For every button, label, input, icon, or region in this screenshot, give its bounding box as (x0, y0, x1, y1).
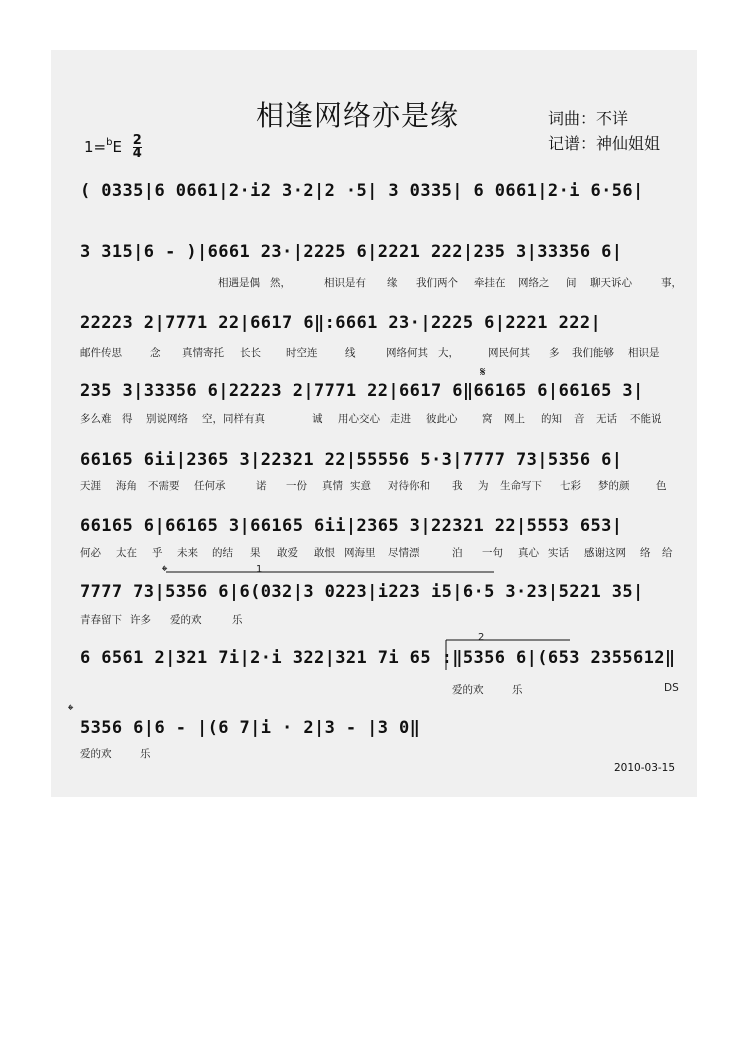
music-line-2: 3 315|6 - )|6661 23·|2225 6|2221 222|235 3|33356 6| (80, 242, 623, 262)
lyric: 诚 (312, 413, 323, 425)
lyric: 生命写下 (500, 480, 542, 492)
lyric: 彼此心 (426, 413, 458, 425)
coda-sign: 𝄌 (162, 562, 168, 580)
lyric: 何必 (80, 547, 101, 559)
lyric: 任何承 (194, 480, 226, 492)
lyric: 敢恨 (314, 547, 335, 559)
lyric: 大， (438, 347, 459, 359)
music-line-6: 66165 6|66165 3|66165 6ii|2365 3|22321 22|5553 653| (80, 516, 623, 536)
lyric: 果 (250, 547, 261, 559)
lyric: 我们能够 (572, 347, 614, 359)
lyric: 诺 (256, 480, 267, 492)
lyric: 聊天诉心 (590, 277, 632, 289)
lyric: 网络何其 (386, 347, 428, 359)
lyric: 相识是有 (324, 277, 366, 289)
music-line-4: 235 3|33356 6|22223 2|7771 22|6617 6‖66165 6|66165 3| (80, 381, 644, 401)
lyric: 多么难 (80, 413, 112, 425)
lyric: 乐 (140, 748, 151, 760)
lyric: 乐 (512, 684, 523, 696)
lyric: 我 (452, 480, 463, 492)
lyric: 一份 (286, 480, 307, 492)
lyric: 不能说 (630, 413, 662, 425)
lyric: 网络之 (518, 277, 550, 289)
lyric: 爱的欢 (452, 684, 484, 696)
lyric: 邮件传思 (80, 347, 122, 359)
lyric: 得 (122, 413, 133, 425)
lyric: 七彩 (560, 480, 581, 492)
lyric: 相识是 (628, 347, 660, 359)
lyric: 色 (656, 480, 667, 492)
lyric: 无话 (596, 413, 617, 425)
lyric: 实意 (350, 480, 371, 492)
transcription-date: 2010-03-15 (614, 762, 676, 774)
lyric: 我们两个 (416, 277, 458, 289)
lyric: 间 (566, 277, 577, 289)
lyric: 音 (574, 413, 585, 425)
lyric: 真心 (518, 547, 539, 559)
song-title: 相逢网络亦是缘 (256, 99, 460, 132)
lyric: 泊 (452, 547, 463, 559)
lyric: 乎 (152, 547, 163, 559)
lyric: 许多 (130, 614, 151, 626)
lyric: 线 (345, 347, 356, 359)
volta-1-label: 1 (256, 564, 263, 575)
lyric: 用心交心 (338, 413, 380, 425)
key-signature: $1=^bE \frac{2}{4}$ (84, 133, 142, 161)
lyric: 网海里 (344, 547, 376, 559)
lyric: 一句 (482, 547, 503, 559)
lyric: 对待你和 (388, 480, 430, 492)
music-line-8: 6 6561 2|321 7i|2·i 322|321 7i 65 :‖5356 6|(653 2355612‖ (80, 648, 676, 668)
lyric: 太在 (116, 547, 137, 559)
time-signature: $\frac{2}{4}$ (132, 133, 142, 161)
ds-marking: DS (664, 682, 679, 694)
lyric: 爱的欢 (80, 748, 112, 760)
lyric: 真情寄托 (182, 347, 224, 359)
lyric: 网民何其 (488, 347, 530, 359)
lyric: 别说网络 (146, 413, 188, 425)
lyric: 真情 (322, 480, 343, 492)
lyric: 海角 (116, 480, 137, 492)
lyric: 相遇是偶 (218, 277, 260, 289)
lyric: 念 (150, 347, 161, 359)
lyric: 给 (662, 547, 673, 559)
music-line-5: 66165 6ii|2365 3|22321 22|55556 5·3|7777 73|5356 6| (80, 450, 623, 470)
coda-sign: 𝄌 (68, 701, 74, 719)
lyric: 感谢这网 (584, 547, 626, 559)
lyric: 走进 (390, 413, 411, 425)
lyric: 梦的颜 (598, 480, 630, 492)
lyric: 青春留下 (80, 614, 122, 626)
lyric: 牵挂在 (474, 277, 506, 289)
music-line-9: 5356 6|6 - |(6 7|i · 2|3 - |3 0‖ (80, 718, 421, 738)
lyric: 空，同样有真 (202, 413, 265, 425)
lyric: 窝 (482, 413, 493, 425)
lyric: 时空连 (286, 347, 318, 359)
lyric: 络 (640, 547, 651, 559)
music-line-1: ( 0335|6 0661|2·i2 3·2|2 ·5| 3 0335| 6 0661|2·i 6·56| (80, 181, 644, 201)
music-line-7: 7777 73|5356 6|6(032|3 0223|i223 i5|6·5 3·23|5221 35| (80, 582, 644, 602)
lyric: 爱的欢 (170, 614, 202, 626)
lyric: 长长 (240, 347, 261, 359)
lyric: 多 (549, 347, 560, 359)
lyric: 实话 (548, 547, 569, 559)
lyric: 未来 (177, 547, 198, 559)
lyric: 尽情漂 (388, 547, 420, 559)
lyric: 然， (270, 277, 291, 289)
lyric: 的知 (541, 413, 562, 425)
music-line-3: 22223 2|7771 22|6617 6‖:6661 23·|2225 6|2221 222| (80, 313, 602, 333)
lyric: 缘 (387, 277, 398, 289)
lyric: 乐 (232, 614, 243, 626)
lyric: 敢爱 (277, 547, 298, 559)
lyric: 天涯 (80, 480, 101, 492)
transcriber-credit: 记谱：神仙姐姐 (548, 134, 661, 153)
lyric: 事， (661, 277, 682, 289)
lyric: 为 (478, 480, 489, 492)
lyric: 不需要 (148, 480, 180, 492)
lyric: 的结 (212, 547, 233, 559)
volta-2-label: 2 (478, 632, 485, 643)
lyric: 网上 (504, 413, 525, 425)
composer-credit: 词曲：不详 (548, 109, 629, 128)
segno-sign: 𝄋 (480, 365, 486, 380)
